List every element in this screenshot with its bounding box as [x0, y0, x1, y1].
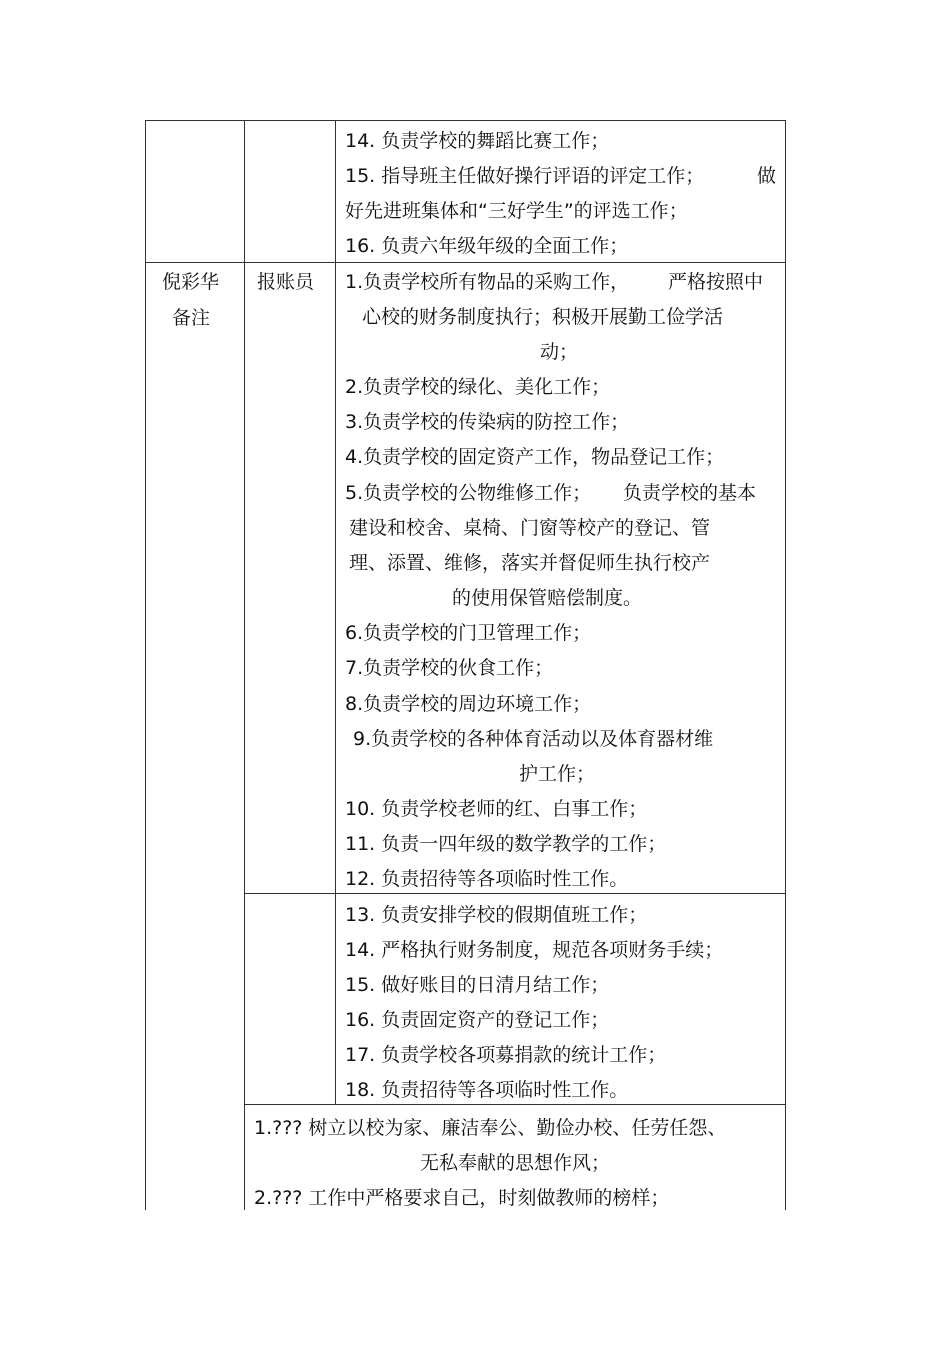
requirement-line: 无私奉献的思想作风；	[420, 1152, 611, 1174]
role-column-divider-bottom	[335, 893, 336, 1104]
requirement-line: 1.??? 树立以校为家、廉洁奉公、勤俭办校、任劳任怨、	[254, 1117, 727, 1139]
duty-line: 13. 负责安排学校的假期值班工作；	[345, 904, 648, 926]
duty-line: 11. 负责一四年级的数学教学的工作；	[345, 833, 667, 855]
role-column-divider-top	[335, 120, 336, 893]
duty-line: 理、添置、维修，落实并督促师生执行校产	[349, 552, 711, 574]
duty-line: 护工作；	[519, 763, 596, 785]
duty-line: 12. 负责招待等各项临时性工作。	[345, 868, 629, 890]
duty-line: 3.负责学校的传染病的防控工作；	[345, 411, 630, 433]
duty-line: 7.负责学校的伙食工作；	[345, 657, 554, 679]
remark-label: 备注	[172, 307, 211, 329]
duty-line: 17. 负责学校各项募捐款的统计工作；	[345, 1044, 667, 1066]
duty-line: 4.负责学校的固定资产工作，物品登记工作；	[345, 446, 725, 468]
duty-line: 9.负责学校的各种体育活动以及体育器材维	[353, 728, 714, 750]
duty-line: 2.负责学校的绿化、美化工作；	[345, 376, 611, 398]
duty-line: 15. 指导班主任做好操行评语的评定工作；	[345, 165, 705, 187]
table-top-border	[145, 120, 786, 121]
duty-line: 8.负责学校的周边环境工作；	[345, 693, 592, 715]
duty-line: 做	[757, 165, 777, 187]
duty-line: 14. 负责学校的舞蹈比赛工作；	[345, 130, 610, 152]
duty-line: 10. 负责学校老师的红、白事工作；	[345, 798, 648, 820]
table-right-border	[785, 120, 786, 1210]
duty-line: 16. 负责固定资产的登记工作；	[345, 1009, 610, 1031]
duty-line: 负责学校的基本	[623, 482, 757, 504]
duty-line: 严格按照中	[668, 271, 764, 293]
row-divider-2	[244, 893, 786, 894]
duty-line: 6.负责学校的门卫管理工作；	[345, 622, 592, 644]
duty-line: 建设和校舍、桌椅、门窗等校产的登记、管	[349, 517, 711, 539]
duty-line: 16. 负责六年级年级的全面工作；	[345, 235, 629, 257]
row-divider-1	[145, 262, 786, 263]
duty-line: 心校的财务制度执行；积极开展勤工俭学活	[362, 306, 724, 328]
name-column-divider	[244, 120, 245, 1210]
role-label: 报账员	[257, 271, 315, 293]
duty-line: 18. 负责招待等各项临时性工作。	[345, 1079, 629, 1101]
requirement-line: 2.??? 工作中严格要求自己，时刻做教师的榜样；	[254, 1187, 670, 1209]
duty-line: 5.负责学校的公物维修工作；	[345, 482, 592, 504]
duty-line: 14. 严格执行财务制度，规范各项财务手续；	[345, 939, 724, 961]
duty-line: 1.负责学校所有物品的采购工作，	[345, 271, 630, 293]
duty-line: 好先进班集体和“三好学生”的评选工作；	[345, 200, 688, 222]
row-divider-3	[244, 1104, 786, 1105]
table-left-border	[145, 120, 146, 1210]
duty-line: 的使用保管赔偿制度。	[452, 587, 643, 609]
duty-line: 15. 做好账目的日清月结工作；	[345, 974, 610, 996]
person-name: 倪彩华	[162, 271, 220, 293]
duty-line: 动；	[540, 341, 579, 363]
